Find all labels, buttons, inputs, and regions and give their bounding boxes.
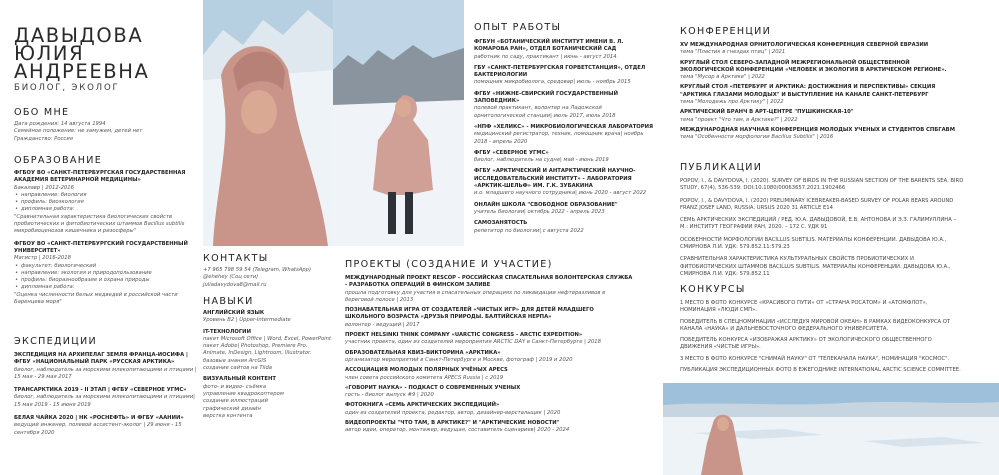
work-org: ФГБУН «БОТАНИЧЕСКИЙ ИНСТИТУТ ИМЕНИ В. Л. КОМАРОВА РАН», ОТДЕЛ БОТАНИЧЕСКИЙ САД	[474, 39, 624, 53]
skill-it-2: пакет Adobe| Photoshop, Premiere Pro, Animate, InDesign, Lightroom, Illustrator.	[203, 343, 312, 357]
project-desc: прошла подготовку для участия в спасательных операциях по ликвидации нефтеразливов в береговой полосе | 2013	[345, 289, 606, 303]
work-org: ОНЛАЙН ШКОЛА "СВОБОДНОЕ ОБРАЗОВАНИЕ"	[474, 201, 618, 208]
project-desc: организатор мероприятий в Санкт-Петербурге и Москве, фотограф | 2019 и 2020	[345, 356, 573, 363]
conference-desc: тема "проект "Что там, в Арктике?" | 2022	[680, 116, 798, 123]
conference-name: АРКТИЧЕСКИЙ БРАНЧ В АРТ-ЦЕНТРЕ "ПУШКИНСКАЯ-10"	[680, 109, 854, 116]
work-org: ФГБУ «СЕВЕРНОЕ УГМС»	[474, 149, 549, 156]
role: БИОЛОГ, ЭКОЛОГ	[14, 83, 120, 93]
photo-full-body	[333, 0, 464, 246]
about-title: ОБО МНЕ	[14, 107, 70, 118]
publication-item: POPOV, I., & DAVYDOVA, I. (2020) PRELIMINARY ICEBREAKER-BASED SURVEY OF POLAR BEARS AROUND FRANZ JOSEF LAND, RUSSIA. URSUS 2020 31 ARTICLE E14	[680, 197, 954, 211]
contest-item: 1 МЕСТО В ФОТО КОНКУРСЕ «КРАСИВОГО ПУТИ» ОТ «СТРАНА РОСАТОМ» И «АТОМФЛОТ», НОМИНАЦИЯ «ЛЮДИ СМП».	[680, 300, 928, 314]
project-item	[345, 350, 635, 365]
edu1-thesis: "Сравнительная характеристика биологических свойств пробиотических и фитобиотических штаммов Bacillus subtilis микробиоценозов кишечника и ризосферы"	[14, 213, 185, 235]
conference-item	[680, 109, 964, 124]
conference-desc: тема "Мусор в Арктике" | 2022	[680, 74, 765, 81]
conferences-title: КОНФЕРЕНЦИИ	[680, 26, 772, 37]
photo-portrait-side	[203, 0, 333, 246]
edu2-b4: • дипломная работа:	[14, 284, 199, 291]
project-name: «ГОВОРИТ НАУКА» - ПОДКАСТ О СОВРЕМЕННЫХ УЧЕНЫХ	[345, 384, 521, 391]
skill-it-3: базовые знания ArcGIS	[203, 357, 267, 364]
edu2-b1: • факультет: биологический	[14, 263, 199, 270]
project-desc: волонтер - ведущий | 2017	[345, 321, 420, 328]
work-org: ФГБУ «НИЖНЕ-СВИРСКИЙ ГОСУДАРСТВЕННЫЙ ЗАПОВЕДНИК»	[474, 90, 618, 105]
work-desc: биолог, наблюдатель на судне| май - июнь 2019	[474, 157, 609, 164]
conference-item	[680, 42, 964, 57]
skill-it-title: IT-ТЕХНОЛОГИИ	[203, 328, 251, 335]
project-item	[345, 275, 635, 304]
project-item	[345, 385, 635, 400]
contact-phone[interactable]: +7 965 798 59 54 (Telegram, WhatsApp)	[203, 267, 312, 273]
exp2-name: ТРАНСАРКТИКА 2019 - II ЭТАП | ФГБУ «СЕВЕРНОЕ УГМС»	[14, 387, 187, 394]
work-item	[474, 202, 654, 217]
project-name: ПОЗНАВАТЕЛЬНАЯ ИГРА ОТ СОЗДАТЕЛЕЙ «ЧИСТЫХ ИГР» ДЛЯ ДЕТЕЙ МЛАДШЕГО ШКОЛЬНОГО ВОЗРАСТА «ДРУЗЬЯ ПРИРОДЫ. БАЛТИЙСКАЯ НЕРПА»	[345, 307, 594, 321]
edu1-b2: • профиль: биоэкология	[14, 199, 199, 206]
skill-it-1: пакет Microsoft Office | Word, Excel, PowerPoint	[203, 335, 331, 342]
work-desc: репетитор по биологии| с августа 2022	[474, 227, 584, 234]
exp1-name: ЭКСПЕДИЦИЯ НА АРХИПЕЛАГ ЗЕМЛЯ ФРАНЦА-ИОСИФА | ФГБУ «НАЦИОНАЛЬНЫЙ ПАРК «РУССКАЯ АРКТИКА»	[14, 352, 188, 366]
project-item	[345, 420, 635, 435]
expeditions-title: ЭКСПЕДИЦИИ	[14, 336, 97, 347]
work-item	[474, 65, 654, 87]
work-org: ФГБУ «АРКТИЧЕСКИЙ И АНТАРКТИЧЕСКИЙ НАУЧНО-ИССЛЕДОВАТЕЛЬСКИЙ ИНСТИТУТ» - ЛАБОРАТОРИЯ «АРКТИК-ШЕЛЬФ» ИМ. Г.К. ЗУБАКИНА	[474, 168, 636, 190]
conference-name: XV МЕЖДУНАРОДНАЯ ОРНИТОЛОГИЧЕСКАЯ КОНФЕРЕНЦИЯ СЕВЕРНОЙ ЕВРАЗИИ	[680, 42, 929, 48]
about-family: Семейное положение: не замужем, детей нет	[14, 128, 143, 135]
work-title: ОПЫТ РАБОТЫ	[474, 22, 562, 33]
project-name: ПРОЕКТ HELSINKI THINK COMPANY «UARCTIC CONGRESS - ARCTIC EXPEDITION»	[345, 332, 583, 339]
skill-visual-title: ВИЗУАЛЬНЫЙ КОНТЕНТ	[203, 376, 276, 383]
contacts-title: КОНТАКТЫ	[203, 253, 269, 264]
skill-visual-5: верстка контента	[203, 412, 253, 419]
contest-item: ПОБЕДИТЕЛЬ В СПЕЦНОМИНАЦИИ «ИССЛЕДУЯ МИРОВОЙ ОКЕАН» В РАМКАХ ВИДЕОКОНКУРСА ОТ КАНАЛА «НАУКА» И ДАЛЬНЕВОСТОЧНОГО ФЕДЕРАЛЬНОГО УНИВЕРСИТЕТА.	[680, 318, 951, 332]
conference-desc: тема "Пластик в гнездах птиц" | 2021	[680, 49, 786, 56]
work-item	[474, 168, 654, 197]
edu2-b2: • направление: экология и природопользование	[14, 270, 199, 277]
name-line-3: АНДРЕЕВНА	[14, 60, 150, 83]
work-desc: и.о. младшего научного сотрудника| июнь 2020 - август 2022	[474, 190, 647, 197]
work-org: «НПФ «ХЕЛИКС» - МИКРОБИОЛОГИЧЕСКАЯ ЛАБОРАТОРИЯ	[474, 123, 654, 130]
work-desc: помощник микробиолога, средовар| июль - ноябрь 2015	[474, 79, 631, 86]
skill-visual-3: создание иллюстраций	[203, 398, 268, 405]
contests-section	[680, 284, 964, 378]
project-item	[345, 307, 635, 329]
edu2-org: ФГБОУ ВО «САНКТ-ПЕТЕРБУРГСКИЙ ГОСУДАРСТВЕННЫЙ УНИВЕРСИТЕТ»	[14, 240, 188, 254]
skill-visual-1: фото- и видео- съёмка	[203, 383, 266, 390]
edu1-degree: Бакалавр | 2012-2016	[14, 184, 74, 191]
work-org: ГБУ «САНКТ-ПЕТЕРБУРГСКАЯ ГОРВЕТСТАНЦИЯ», ОТДЕЛ БАКТЕРИОЛОГИИ	[474, 64, 646, 79]
edu1-b1: • направление: биология	[14, 192, 199, 199]
skill-english-level: Уровень В2 | Upper-Intermediate	[203, 317, 291, 324]
publication-item: СРАВНИТЕЛЬНАЯ ХАРАКТЕРИСТИКА КУЛЬТУРАЛЬНЫХ СВОЙСТВ ПРОБИОТИЧЕСКИХ И ФИТОБИОТИЧЕСКИХ ШТАММОВ BACILLUS SUBTILIS. МАТЕРИАЛЫ КОНФЕРЕНЦИИ. ДАВЫДОВА Ю.А., СМИРНОВА Л.И. УДК: 579.852.11	[680, 256, 951, 277]
exp3-name: БЕЛАЯ ЧАЙКА 2020 | НК «РОСНЕФТЬ» И ФГБУ «ААНИИ»	[14, 415, 184, 422]
edu1-org: ФГБОУ ВО «САНКТ-ПЕТЕРБУРГСКАЯ ГОСУДАРСТВЕННАЯ АКАДЕМИЯ ВЕТЕРИНАРНОЙ МЕДИЦИНЫ»	[14, 170, 186, 184]
project-item	[345, 402, 635, 417]
conferences-section	[680, 26, 964, 145]
work-desc: учитель биологии| октябрь 2022 - апрель 2023	[474, 208, 605, 215]
skills-section	[203, 296, 331, 420]
work-item	[474, 150, 654, 165]
conference-name: КРУГЛЫЙ СТОЛ «ПЕТЕРБУРГ И АРКТИКА: ДОСТИЖЕНИЯ И ПЕРСПЕКТИВЫ» СЕКЦИЯ "АРКТИКА ГЛАЗАМИ МОЛОДЫХ" И ВЫСТУПЛЕНИЕ НА КАНАЛЕ САНКТ-ПЕТЕРБУРГ	[680, 84, 936, 98]
conference-name: КРУГЛЫЙ СТОЛ СЕВЕРО-ЗАПАДНОЙ МЕЖРЕГИОНАЛЬНОЙ ОБЩЕСТВЕННОЙ ЭКОЛОГИЧЕСКОЙ КОНФЕРЕНЦИИ «ЧЕЛОВЕК И ЭКОЛОГИЯ В АРКТИЧЕСКОМ РЕГИОНЕ».	[680, 59, 947, 73]
work-desc: медицинский регистратор, техник, помощник врача| ноябрь 2018 - апрель 2020	[474, 131, 644, 145]
photo-ice-landscape	[663, 383, 999, 475]
contest-item: ПУБЛИКАЦИЯ ЭКСПЕДИЦИОННЫХ ФОТО В ЕЖЕГОДНИКЕ INTERNATIONAL ARCTIC SCIENCE COMMITTEE.	[680, 367, 961, 374]
edu2-thesis: "Оценка численности белых медведей в российской части Баренцева моря"	[14, 291, 178, 306]
conference-desc: тема "Особенности морфологии Bacillus Subtilis" | 2016	[680, 134, 834, 141]
contest-item: ПОБЕДИТЕЛЬ КОНКУРСА «ИЗОБРАЖАЯ АРКТИКУ» ОТ ЭКОЛОГИЧЕСКОГО ОБЩЕСТВЕННОГО ДВИЖЕНИЯ «ЧИСТЫЕ ИГРЫ».	[680, 337, 932, 351]
skill-english-title: АНГЛИЙСКИЙ ЯЗЫК	[203, 310, 265, 316]
work-org: САМОЗАНЯТОСТЬ	[474, 220, 528, 227]
conference-name: МЕЖДУНАРОДНАЯ НАУЧНАЯ КОНФЕРЕНЦИЯ МОЛОДЫХ УЧЕНЫХ И СТУДЕНТОВ СПБГАВМ	[680, 126, 955, 133]
name-line-1: ДАВЫДОВА	[14, 24, 144, 47]
project-name: АССОЦИАЦИЯ МОЛОДЫХ ПОЛЯРНЫХ УЧЁНЫХ APECS	[345, 367, 508, 374]
project-name: ВИДЕОПРОЕКТЫ "ЧТО ТАМ, В АРКТИКЕ?" И "АРКТИЧЕСКИЕ НОВОСТИ"	[345, 420, 560, 427]
contact-email[interactable]: juliadavydova8@mail.ru	[203, 281, 267, 288]
project-desc: гость - биолог выпуск #9 | 2020	[345, 392, 434, 399]
project-desc: один из создателей проекта, редактор, автор, дизайнер-верстальщик | 2020	[345, 409, 561, 416]
project-item	[345, 367, 635, 382]
conference-item	[680, 127, 964, 142]
projects-section	[345, 259, 635, 438]
work-desc: полевой практикант, волонтер на Ладожской орнитологической станции| июль 2017, июль 2018	[474, 105, 616, 119]
work-section	[474, 22, 654, 239]
skill-visual-4: графический дизайн	[203, 405, 261, 412]
project-desc: член совета российского комитета APECS Russia | с 2019	[345, 374, 504, 381]
project-name: МЕЖДУНАРОДНЫЙ ПРОЕКТ RESCOP - РОССИЙСКАЯ СПАСАТЕЛЬНАЯ ВОЛОНТЕРСКАЯ СЛУЖБА - РАЗРАБОТКА ОПЕРАЦИЙ В ФИНСКОМ ЗАЛИВЕ	[345, 275, 633, 289]
edu2-b3: • профиль: биоразнообразие и охрана природы	[14, 277, 199, 284]
about-birth: Дата рождения: 14 августа 1994	[14, 121, 106, 127]
exp1-desc: биолог, наблюдатель за морскими млекопитающими и птицами | 15 мая - 29 мая 2017	[14, 366, 197, 380]
work-item	[474, 220, 654, 235]
work-item	[474, 124, 654, 146]
name-line-2: ЮЛИЯ	[14, 42, 85, 65]
contact-social[interactable]: @ehehey (Соц сети)	[203, 274, 259, 281]
publication-item: POPOV, I., & DAVYDOVA, I. (2020). SURVEY OF BIRDS IN THE RUSSIAN SECTION OF THE BARENTS SEA. BIRD STUDY, 67(4), 536-539. DOI:10.1080/00063657.2021.1902466	[680, 178, 964, 192]
work-desc: работник по саду, практикант | июнь - август 2014	[474, 53, 617, 60]
expeditions-section	[14, 336, 199, 437]
about-section	[14, 107, 199, 143]
project-name: ФОТОКНИГА «СЕМЬ АРКТИЧЕСКИХ ЭКСПЕДИЦИЙ»	[345, 402, 500, 409]
skill-visual-2: управление квадрокоптером	[203, 390, 284, 397]
education-title: ОБРАЗОВАНИЕ	[14, 155, 103, 166]
work-item	[474, 91, 654, 120]
contacts-section	[203, 253, 338, 289]
conference-desc: тема "Молодежь про Арктику" | 2022	[680, 99, 784, 106]
publications-section	[680, 162, 964, 283]
conference-item	[680, 60, 964, 82]
contests-title: КОНКУРСЫ	[680, 284, 746, 295]
exp3-desc: ведущий инженер, полевой ассистент-эколог | 29 июня - 15 сентября 2020	[14, 422, 182, 436]
edu2-degree: Магистр | 2016-2018	[14, 255, 71, 262]
project-desc: участник проекта, один из создателей мероприятия ARCTIC DAY в Санкт-Петербурге | 2018	[345, 339, 601, 346]
projects-title: ПРОЕКТЫ (СОЗДАНИЕ И УЧАСТИЕ)	[345, 259, 553, 270]
publication-item: ОСОБЕННОСТИ МОРФОЛОГИИ BACILLUS SUBTILIS. МАТЕРИАЛЫ КОНФЕРЕНЦИИ. ДАВЫДОВА Ю.А., СМИРНОВА Л.И. УДК: 579.852.11:579.23	[680, 236, 947, 251]
edu1-b3: • дипломная работа:	[14, 206, 199, 213]
education-section	[14, 155, 199, 306]
work-item	[474, 39, 654, 61]
publication-item: СЕМЬ АРКТИЧЕСКИХ ЭКСПЕДИЦИЙ / РЕД. Ю.А. ДАВЫДОВОЙ, Е.В. АНТОНОВА И Э.З. ГАЛИМУЛЛИНА – М.: ИНСТИТУТ ГЕОГРАФИИ РАН, 2020. – 172 С. УДК 91	[680, 217, 957, 231]
about-citizen: Гражданство: Россия	[14, 135, 73, 142]
skills-title: НАВЫКИ	[203, 296, 254, 307]
publications-title: ПУБЛИКАЦИИ	[680, 162, 763, 173]
skill-it-4: создание сайтов на Tilda	[203, 365, 273, 372]
project-name: ОБРАЗОВАТЕЛЬНАЯ КВИЗ-ВИКТОРИНА «АРКТИКА»	[345, 349, 501, 356]
conference-item	[680, 84, 964, 106]
project-desc: автор идеи, оператор, монтажер, ведущая, составитель сценариев| 2020 - 2024	[345, 427, 570, 434]
exp2-desc: биолог, наблюдатель за морскими млекопитающими и птицами| 15 мая 2019 - 15 июня 2019	[14, 394, 195, 408]
contest-item: 3 МЕСТО В ФОТО КОНКУРСЕ "СНИМАЙ НАУКУ" ОТ "ТЕЛЕКАНАЛА НАУКА", НОМИНАЦИЯ "КОСМОС".	[680, 355, 950, 362]
project-item	[345, 332, 635, 347]
